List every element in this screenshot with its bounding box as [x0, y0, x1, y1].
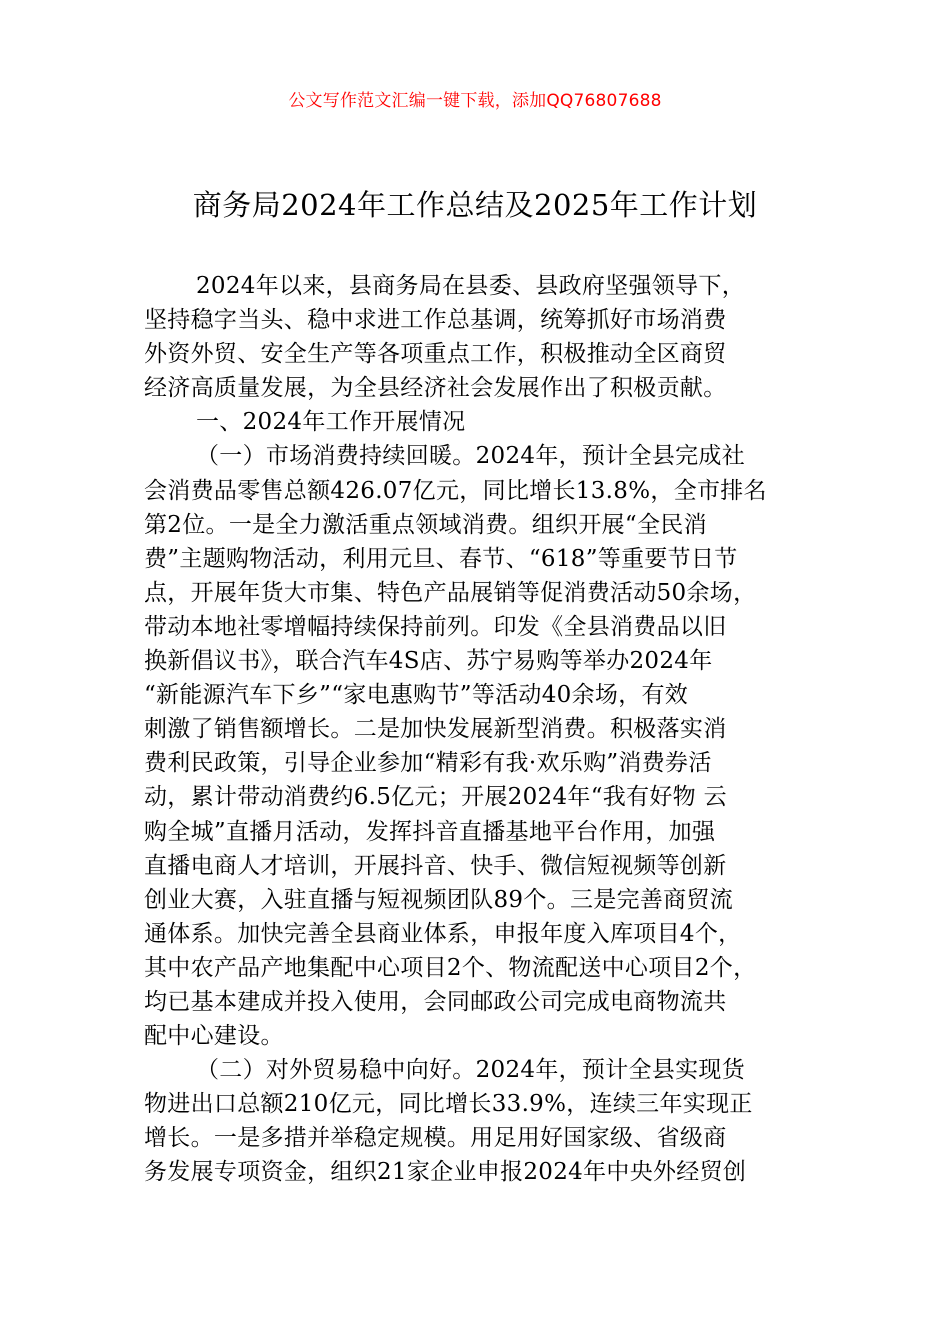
document-body: [144, 269, 834, 1190]
paragraph-line: 点，开展年货大市集、特色产品展销等促消费活动50余场，: [144, 579, 757, 606]
paragraph-line: 配中心建设。: [144, 1023, 284, 1050]
paragraph-line: 购全城”直播月活动，发挥抖音直播基地平台作用，加强: [144, 818, 716, 845]
paragraph-line: 物进出口总额210亿元，同比增长33.9%，连续三年实现正: [144, 1091, 753, 1118]
paragraph-line: “新能源汽车下乡”“家电惠购节”等活动40余场，有效: [144, 682, 689, 709]
paragraph-line: 均已基本建成并投入使用，会同邮政公司完成电商物流共: [144, 988, 727, 1015]
paragraph-line: 2024年以来，县商务局在县委、县政府坚强领导下，: [196, 273, 746, 299]
paragraph-line: 刺激了销售额增长。二是加快发展新型消费。积极落实消: [144, 716, 727, 743]
paragraph-line: 带动本地社零增幅持续保持前列。印发《全县消费品以旧: [144, 613, 727, 640]
paragraph-line: 直播电商人才培训，开展抖音、快手、微信短视频等创新: [144, 852, 727, 879]
paragraph-line: 换新倡议书》，联合汽车4S店、苏宁易购等举办2024年: [144, 648, 713, 675]
paragraph-line: 务发展专项资金，组织21家企业申报2024年中央外经贸创: [144, 1159, 747, 1186]
paragraph-line: 费利民政策，引导企业参加“精彩有我·欢乐购”消费券活: [144, 750, 712, 777]
subsection-heading-line: （二）对外贸易稳中向好。2024年，预计全县实现货: [196, 1057, 746, 1084]
paragraph-line: 费”主题购物活动，利用元旦、春节、“618”等重要节日节: [144, 545, 738, 572]
paragraph-line: 经济高质量发展，为全县经济社会发展作出了积极贡献。: [144, 375, 727, 402]
paragraph-line: 第2位。一是全力激活重点领域消费。组织开展“全民消: [144, 511, 707, 538]
paragraph-line: 通体系。加快完善全县商业体系，申报年度入库项目4个，: [144, 920, 742, 947]
download-banner: 公文写作范文汇编一键下载，添加QQ76807688: [288, 91, 662, 111]
paragraph-line: 会消费品零售总额426.07亿元，同比增长13.8%，全市排名: [144, 477, 767, 504]
paragraph-line: 外资外贸、安全生产等各项重点工作，积极推动全区商贸: [144, 341, 727, 368]
paragraph-line: 坚持稳字当头、稳中求进工作总基调，统筹抓好市场消费: [144, 307, 727, 334]
document-title: 商务局2024年工作总结及2025年工作计划: [192, 188, 758, 222]
paragraph-line: 动，累计带动消费约6.5亿元；开展2024年“我有好物 云: [144, 784, 727, 811]
paragraph-line: 其中农产品产地集配中心项目2个、物流配送中心项目2个，: [144, 954, 757, 981]
section-heading: 一、2024年工作开展情况: [196, 409, 466, 436]
subsection-heading-line: （一）市场消费持续回暖。2024年，预计全县完成社: [196, 443, 746, 470]
paragraph-line: 增长。一是多措并举稳定规模。用足用好国家级、省级商: [144, 1125, 727, 1152]
paragraph-line: 创业大赛，入驻直播与短视频团队89个。三是完善商贸流: [144, 886, 734, 913]
